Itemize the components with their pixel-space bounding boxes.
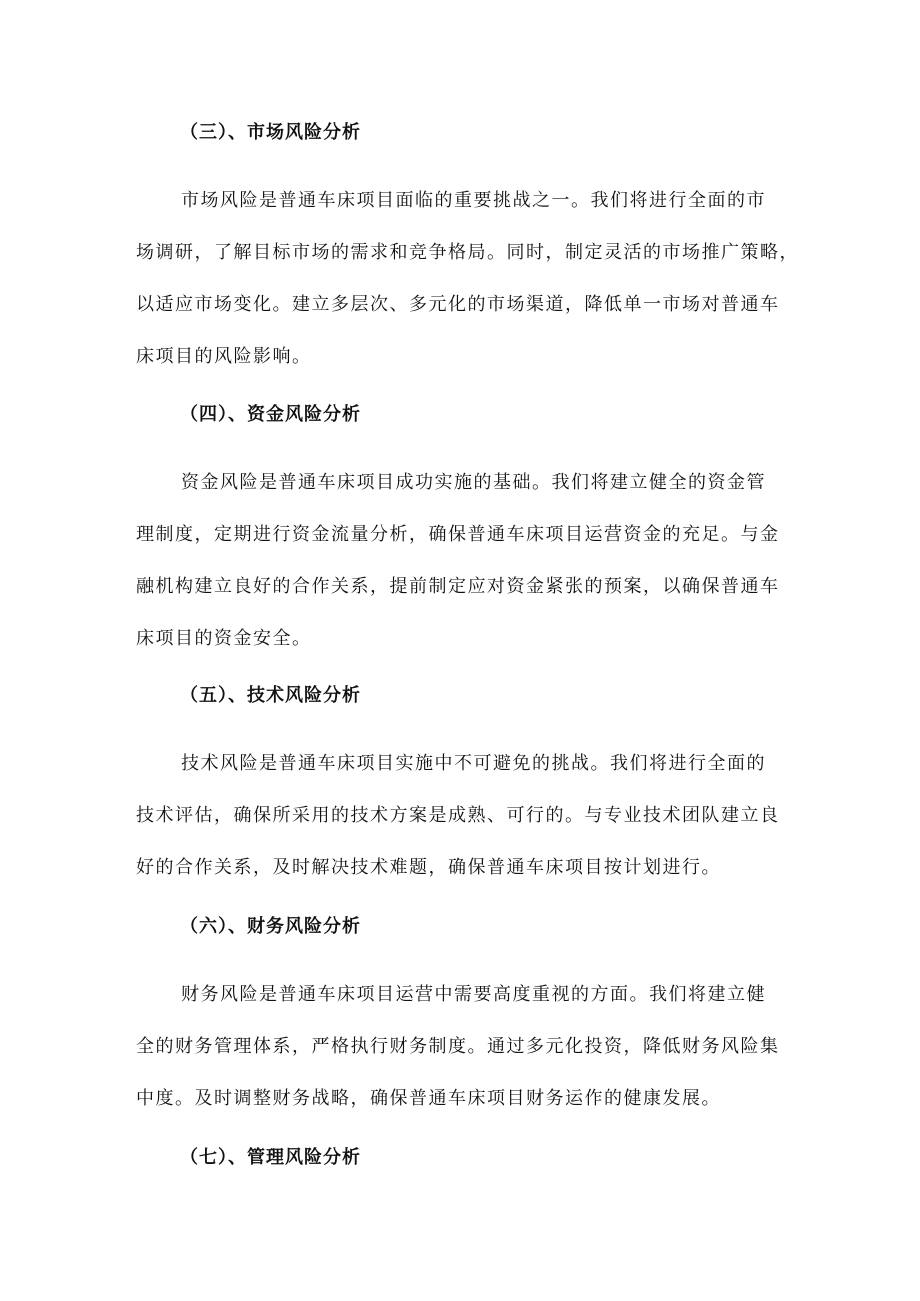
paragraph-line: 技术评估，确保所采用的技术方案是成熟、可行的。与专业技术团队建立良 [136, 805, 780, 826]
paragraph-line: 好的合作关系，及时解决技术难题，确保普通车床项目按计划进行。 [136, 857, 721, 878]
paragraph-line: 床项目的资金安全。 [136, 628, 312, 649]
section-heading-market-risk: （三）、市场风险分析 [180, 122, 361, 143]
section-paragraph-technical-risk [136, 738, 791, 894]
paragraph-line: 融机构建立良好的合作关系，提前制定应对资金紧张的预案，以确保普通车 [136, 576, 780, 597]
section-heading-technical-risk: （五）、技术风险分析 [180, 685, 361, 706]
paragraph-line: 理制度，定期进行资金流量分析，确保普通车床项目运营资金的充足。与金 [136, 524, 780, 545]
paragraph-line: 中度。及时调整财务战略，确保普通车床项目财务运作的健康发展。 [136, 1088, 721, 1109]
paragraph-line: 市场风险是普通车床项目面临的重要挑战之一。我们将进行全面的市 [181, 190, 766, 211]
paragraph-line: 床项目的风险影响。 [136, 346, 312, 367]
section-heading-capital-risk: （四）、资金风险分析 [180, 404, 361, 425]
paragraph-line: 资金风险是普通车床项目成功实施的基础。我们将建立健全的资金管 [181, 472, 766, 493]
paragraph-line: 财务风险是普通车床项目运营中需要高度重视的方面。我们将建立健 [181, 984, 766, 1005]
paragraph-line: 全的财务管理体系，严格执行财务制度。通过多元化投资，降低财务风险集 [136, 1036, 780, 1057]
paragraph-line: 场调研，了解目标市场的需求和竞争格局。同时，制定灵活的市场推广策略， [136, 242, 799, 263]
paragraph-line: 以适应市场变化。建立多层次、多元化的市场渠道，降低单一市场对普通车 [136, 294, 780, 315]
section-heading-management-risk: （七）、管理风险分析 [180, 1147, 361, 1168]
section-heading-financial-risk: （六）、财务风险分析 [180, 916, 361, 937]
section-paragraph-market-risk [136, 175, 799, 383]
paragraph-line: 技术风险是普通车床项目实施中不可避免的挑战。我们将进行全面的 [181, 753, 766, 774]
section-paragraph-capital-risk [136, 457, 791, 665]
section-paragraph-financial-risk [136, 969, 791, 1125]
